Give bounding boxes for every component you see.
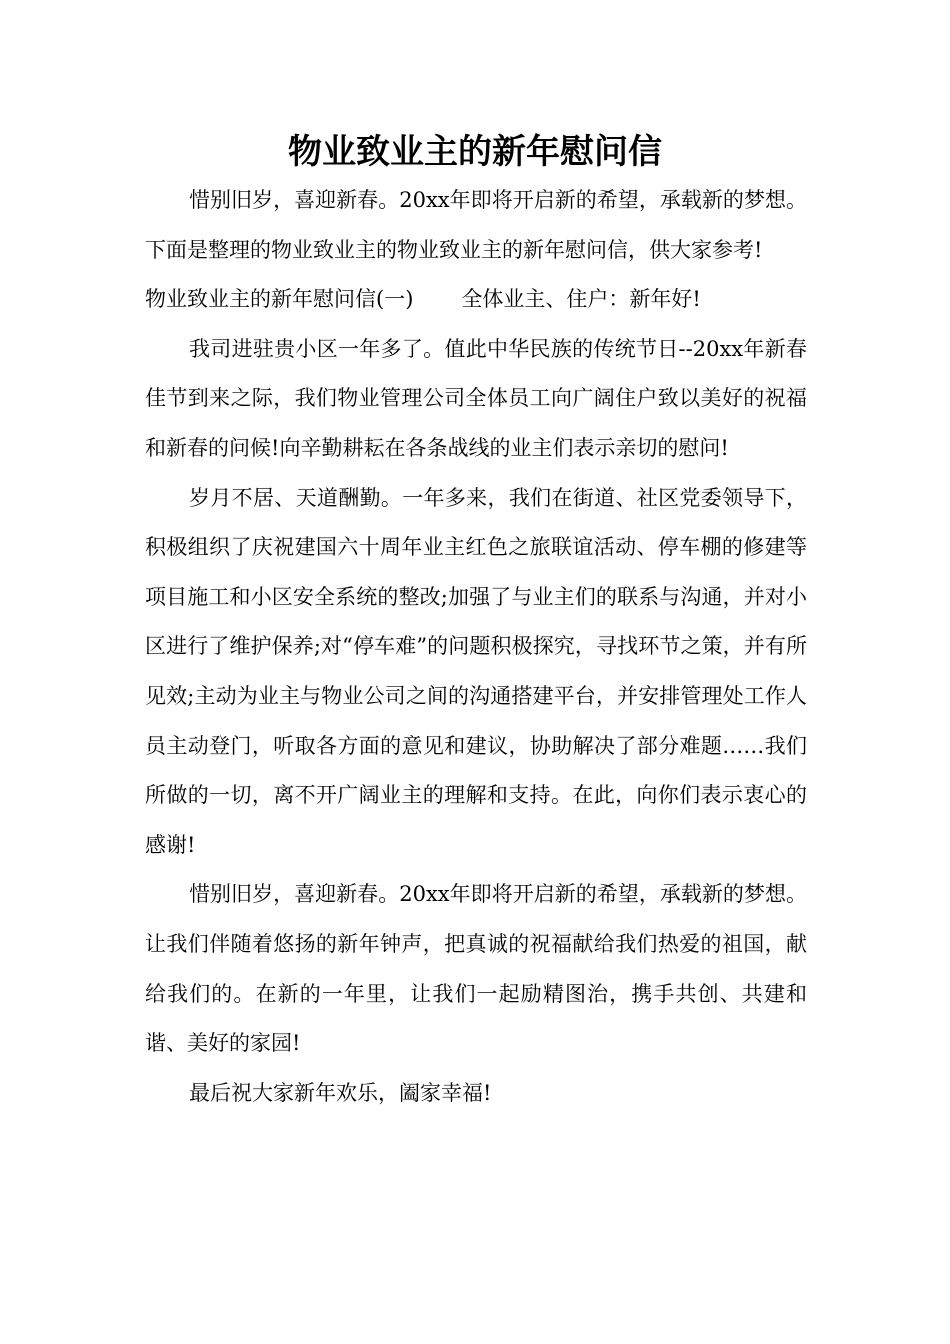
document-body <box>145 176 807 1118</box>
body-paragraph-3: 惜别旧岁，喜迎新春。20xx年即将开启新的希望，承载新的梦想。让我们伴随着悠扬的新年钟声，把真诚的祝福献给我们热爱的祖国，献给我们的。在新的一年里，让我们一起励精图治，携手共创、共建和谐、美好的家园! <box>145 882 807 1056</box>
closing-paragraph: 最后祝大家新年欢乐，阖家幸福! <box>189 1080 492 1105</box>
salutation: 全体业主、住户：新年好! <box>461 287 701 312</box>
intro-paragraph: 惜别旧岁，喜迎新春。20xx年即将开启新的希望，承载新的梦想。下面是整理的物业致业主的物业致业主的新年慰问信，供大家参考! <box>145 188 807 262</box>
body-paragraph-2: 岁月不居、天道酬勤。一年多来，我们在街道、社区党委领导下，积极组织了庆祝建国六十周年业主红色之旅联谊活动、停车棚的修建等项目施工和小区安全系统的整改;加强了与业主们的联系与沟通，并对小区进行了维护保养;对“停车难”的问题积极探究，寻找环节之策，并有所见效;主动为业主与物业公司之间的沟通搭建平台，并安排管理处工作人员主动登门，听取各方面的意见和建议，协助解决了部分难题……我们所做的一切，离不开广阔业主的理解和支持。在此，向你们表示衷心的感谢! <box>145 485 807 857</box>
body-paragraph-1: 我司进驻贵小区一年多了。值此中华民族的传统节日--20xx年新春佳节到来之际，我们物业管理公司全体员工向广阔住户致以美好的祝福和新春的问候!向辛勤耕耘在各条战线的业主们表示亲切的慰问! <box>145 336 807 460</box>
document-title: 物业致业主的新年慰问信 <box>288 132 662 172</box>
subheading-line <box>145 275 807 325</box>
letter-subheading: 物业致业主的新年慰问信(一) <box>145 287 414 312</box>
